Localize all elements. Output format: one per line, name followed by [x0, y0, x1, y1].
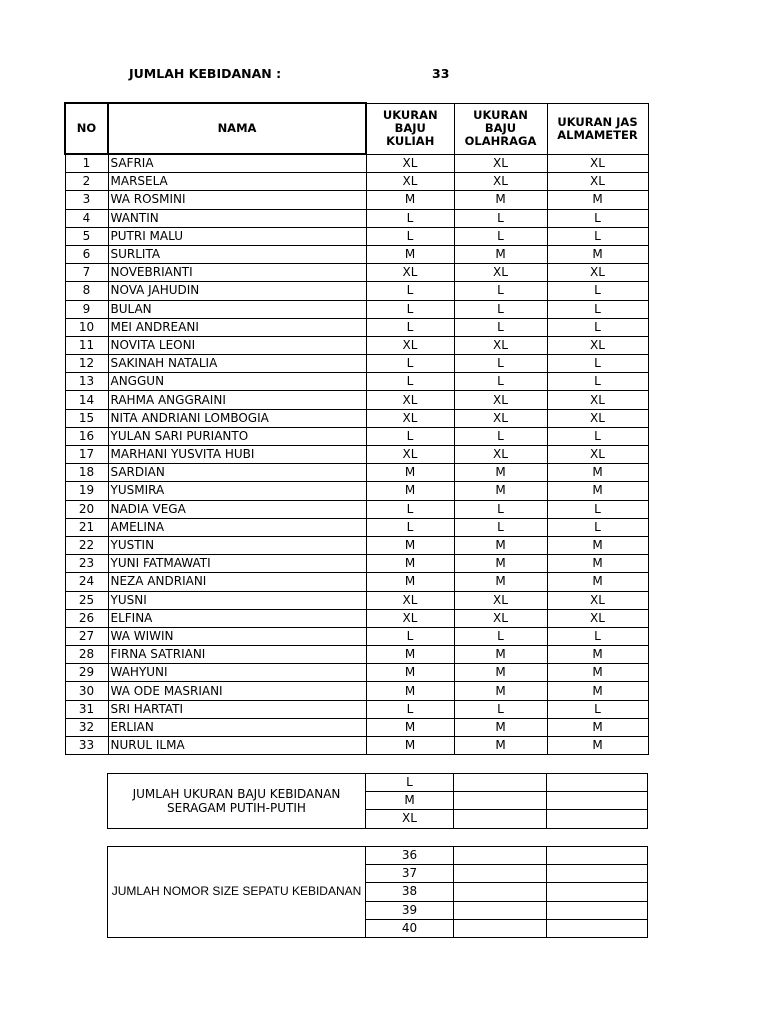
- summary-row: [108, 847, 648, 865]
- cell-nama: SURLITA: [108, 245, 366, 263]
- cell-no: 7: [65, 264, 108, 282]
- cell-olahraga: M: [454, 646, 547, 664]
- cell-nama: ELFINA: [108, 609, 366, 627]
- cell-olahraga: XL: [454, 391, 547, 409]
- cell-kuliah: XL: [366, 591, 454, 609]
- cell-jas: M: [547, 482, 648, 500]
- cell-olahraga: M: [454, 245, 547, 263]
- cell-olahraga: L: [454, 627, 547, 645]
- table-row: [65, 154, 648, 173]
- cell-no: 25: [65, 591, 108, 609]
- cell-jas: L: [547, 627, 648, 645]
- cell-no: 9: [65, 300, 108, 318]
- cell-olahraga: L: [454, 500, 547, 518]
- cell-olahraga: XL: [454, 409, 547, 427]
- cell-jas: M: [547, 191, 648, 209]
- cell-olahraga: M: [454, 191, 547, 209]
- cell-jas: L: [547, 427, 648, 445]
- cell-nama: WA ROSMINI: [108, 191, 366, 209]
- cell-jas: XL: [547, 154, 648, 173]
- cell-olahraga: M: [454, 464, 547, 482]
- cell-no: 10: [65, 318, 108, 336]
- summary-empty-cell: [547, 774, 648, 792]
- cell-no: 6: [65, 245, 108, 263]
- summary-empty-cell: [547, 865, 648, 883]
- col-header-jas: UKURAN JAS ALMAMETER: [547, 103, 648, 154]
- cell-nama: MARSELA: [108, 173, 366, 191]
- summary-empty-cell: [454, 919, 547, 937]
- cell-kuliah: XL: [366, 446, 454, 464]
- cell-kuliah: M: [366, 573, 454, 591]
- cell-kuliah: M: [366, 536, 454, 554]
- cell-olahraga: M: [454, 555, 547, 573]
- cell-nama: NEZA ANDRIANI: [108, 573, 366, 591]
- table-row: [65, 500, 648, 518]
- cell-kuliah: L: [366, 627, 454, 645]
- col-header-nama: NAMA: [108, 103, 366, 154]
- summary-empty-cell: [454, 792, 547, 810]
- cell-kuliah: XL: [366, 336, 454, 354]
- cell-no: 33: [65, 737, 108, 755]
- cell-olahraga: L: [454, 355, 547, 373]
- cell-no: 8: [65, 282, 108, 300]
- cell-no: 14: [65, 391, 108, 409]
- cell-no: 18: [65, 464, 108, 482]
- cell-jas: L: [547, 227, 648, 245]
- table-row: [65, 664, 648, 682]
- student-size-table: [64, 102, 649, 755]
- cell-olahraga: M: [454, 664, 547, 682]
- table-row: [65, 446, 648, 464]
- table-row: [65, 482, 648, 500]
- cell-kuliah: XL: [366, 391, 454, 409]
- cell-olahraga: L: [454, 373, 547, 391]
- table-row: [65, 300, 648, 318]
- table-row: [65, 682, 648, 700]
- cell-kuliah: XL: [366, 154, 454, 173]
- table-row: [65, 355, 648, 373]
- cell-olahraga: L: [454, 700, 547, 718]
- summary-sepatu-label: JUMLAH NOMOR SIZE SEPATU KEBIDANAN: [108, 847, 366, 938]
- summary-empty-cell: [454, 865, 547, 883]
- cell-kuliah: M: [366, 482, 454, 500]
- cell-nama: NOVEBRIANTI: [108, 264, 366, 282]
- cell-kuliah: L: [366, 427, 454, 445]
- table-row: [65, 555, 648, 573]
- cell-olahraga: XL: [454, 591, 547, 609]
- table-row: [65, 646, 648, 664]
- cell-jas: XL: [547, 609, 648, 627]
- cell-jas: XL: [547, 336, 648, 354]
- table-row: [65, 191, 648, 209]
- summary-empty-cell: [454, 810, 547, 828]
- cell-kuliah: XL: [366, 173, 454, 191]
- cell-no: 4: [65, 209, 108, 227]
- cell-nama: WA WIWIN: [108, 627, 366, 645]
- cell-olahraga: M: [454, 536, 547, 554]
- summary-empty-cell: [547, 810, 648, 828]
- cell-kuliah: M: [366, 682, 454, 700]
- table-row: [65, 245, 648, 263]
- cell-no: 31: [65, 700, 108, 718]
- summary-empty-cell: [547, 847, 648, 865]
- cell-kuliah: L: [366, 300, 454, 318]
- cell-kuliah: M: [366, 191, 454, 209]
- cell-jas: M: [547, 664, 648, 682]
- table-row: [65, 209, 648, 227]
- cell-jas: XL: [547, 591, 648, 609]
- cell-jas: M: [547, 573, 648, 591]
- summary-sepatu-table: [107, 846, 648, 938]
- cell-jas: XL: [547, 446, 648, 464]
- cell-no: 11: [65, 336, 108, 354]
- table-row: [65, 518, 648, 536]
- cell-kuliah: L: [366, 209, 454, 227]
- cell-no: 32: [65, 718, 108, 736]
- table-row: [65, 464, 648, 482]
- cell-no: 30: [65, 682, 108, 700]
- cell-nama: NOVA JAHUDIN: [108, 282, 366, 300]
- cell-nama: WA ODE MASRIANI: [108, 682, 366, 700]
- cell-kuliah: XL: [366, 609, 454, 627]
- summary-empty-cell: [454, 774, 547, 792]
- cell-olahraga: L: [454, 318, 547, 336]
- cell-olahraga: XL: [454, 264, 547, 282]
- cell-kuliah: M: [366, 718, 454, 736]
- cell-nama: NITA ANDRIANI LOMBOGIA: [108, 409, 366, 427]
- cell-kuliah: XL: [366, 264, 454, 282]
- cell-jas: L: [547, 355, 648, 373]
- cell-no: 26: [65, 609, 108, 627]
- cell-no: 13: [65, 373, 108, 391]
- cell-jas: L: [547, 500, 648, 518]
- cell-olahraga: M: [454, 482, 547, 500]
- cell-olahraga: M: [454, 682, 547, 700]
- header-count: 33: [432, 66, 450, 81]
- cell-no: 2: [65, 173, 108, 191]
- cell-nama: NADIA VEGA: [108, 500, 366, 518]
- table-row: [65, 373, 648, 391]
- table-row: [65, 282, 648, 300]
- cell-nama: YUSNI: [108, 591, 366, 609]
- summary-empty-cell: [454, 883, 547, 901]
- summary-shoe-size: 40: [366, 919, 454, 937]
- summary-shoe-size: 38: [366, 883, 454, 901]
- cell-olahraga: L: [454, 227, 547, 245]
- table-row: [65, 573, 648, 591]
- cell-kuliah: M: [366, 664, 454, 682]
- cell-jas: L: [547, 300, 648, 318]
- cell-kuliah: M: [366, 464, 454, 482]
- cell-olahraga: L: [454, 518, 547, 536]
- summary-empty-cell: [547, 792, 648, 810]
- cell-no: 29: [65, 664, 108, 682]
- cell-olahraga: XL: [454, 173, 547, 191]
- cell-nama: NOVITA LEONI: [108, 336, 366, 354]
- cell-no: 17: [65, 446, 108, 464]
- cell-jas: L: [547, 282, 648, 300]
- cell-kuliah: L: [366, 700, 454, 718]
- cell-jas: M: [547, 646, 648, 664]
- cell-jas: L: [547, 209, 648, 227]
- summary-row: [108, 774, 648, 792]
- summary-empty-cell: [547, 919, 648, 937]
- cell-no: 16: [65, 427, 108, 445]
- cell-kuliah: L: [366, 355, 454, 373]
- table-row: [65, 427, 648, 445]
- cell-nama: PUTRI MALU: [108, 227, 366, 245]
- cell-kuliah: M: [366, 245, 454, 263]
- cell-kuliah: L: [366, 500, 454, 518]
- cell-no: 1: [65, 154, 108, 173]
- cell-jas: M: [547, 682, 648, 700]
- summary-empty-cell: [547, 883, 648, 901]
- cell-no: 22: [65, 536, 108, 554]
- cell-nama: MARHANI YUSVITA HUBI: [108, 446, 366, 464]
- summary-size: L: [366, 774, 454, 792]
- summary-empty-cell: [547, 901, 648, 919]
- table-row: [65, 737, 648, 755]
- header-label: JUMLAH KEBIDANAN :: [129, 66, 282, 81]
- col-header-no: NO: [65, 103, 108, 154]
- cell-no: 27: [65, 627, 108, 645]
- cell-no: 20: [65, 500, 108, 518]
- cell-olahraga: XL: [454, 446, 547, 464]
- cell-kuliah: L: [366, 282, 454, 300]
- summary-baju-table: [107, 773, 648, 829]
- cell-jas: M: [547, 737, 648, 755]
- cell-nama: RAHMA ANGGRAINI: [108, 391, 366, 409]
- cell-kuliah: XL: [366, 409, 454, 427]
- table-row: [65, 227, 648, 245]
- cell-no: 15: [65, 409, 108, 427]
- cell-nama: ANGGUN: [108, 373, 366, 391]
- cell-no: 19: [65, 482, 108, 500]
- cell-nama: WANTIN: [108, 209, 366, 227]
- cell-jas: L: [547, 518, 648, 536]
- cell-nama: SRI HARTATI: [108, 700, 366, 718]
- cell-olahraga: L: [454, 427, 547, 445]
- cell-no: 28: [65, 646, 108, 664]
- cell-olahraga: M: [454, 718, 547, 736]
- cell-jas: M: [547, 245, 648, 263]
- cell-nama: SAKINAH NATALIA: [108, 355, 366, 373]
- cell-olahraga: XL: [454, 336, 547, 354]
- cell-kuliah: M: [366, 555, 454, 573]
- col-header-olahraga: UKURAN BAJU OLAHRAGA: [454, 103, 547, 154]
- cell-jas: XL: [547, 173, 648, 191]
- cell-kuliah: L: [366, 373, 454, 391]
- cell-nama: AMELINA: [108, 518, 366, 536]
- cell-nama: NURUL ILMA: [108, 737, 366, 755]
- cell-jas: XL: [547, 391, 648, 409]
- cell-jas: M: [547, 555, 648, 573]
- cell-no: 12: [65, 355, 108, 373]
- cell-nama: YUNI FATMAWATI: [108, 555, 366, 573]
- cell-jas: M: [547, 536, 648, 554]
- cell-kuliah: L: [366, 318, 454, 336]
- cell-nama: BULAN: [108, 300, 366, 318]
- col-header-kuliah: UKURAN BAJU KULIAH: [366, 103, 454, 154]
- table-row: [65, 591, 648, 609]
- cell-kuliah: M: [366, 737, 454, 755]
- cell-olahraga: L: [454, 209, 547, 227]
- table-row: [65, 718, 648, 736]
- cell-olahraga: L: [454, 300, 547, 318]
- cell-nama: YUSMIRA: [108, 482, 366, 500]
- cell-nama: MEI ANDREANI: [108, 318, 366, 336]
- summary-shoe-size: 39: [366, 901, 454, 919]
- cell-nama: WAHYUNI: [108, 664, 366, 682]
- cell-olahraga: XL: [454, 609, 547, 627]
- cell-jas: L: [547, 700, 648, 718]
- summary-shoe-size: 37: [366, 865, 454, 883]
- cell-nama: FIRNA SATRIANI: [108, 646, 366, 664]
- cell-nama: YULAN SARI PURIANTO: [108, 427, 366, 445]
- cell-no: 24: [65, 573, 108, 591]
- table-row: [65, 173, 648, 191]
- summary-empty-cell: [454, 901, 547, 919]
- summary-baju-label: JUMLAH UKURAN BAJU KEBIDANAN SERAGAM PUTIH-PUTIH: [108, 774, 366, 829]
- cell-kuliah: L: [366, 227, 454, 245]
- table-row: [65, 609, 648, 627]
- cell-nama: SARDIAN: [108, 464, 366, 482]
- cell-olahraga: M: [454, 573, 547, 591]
- cell-nama: ERLIAN: [108, 718, 366, 736]
- cell-jas: XL: [547, 264, 648, 282]
- cell-no: 21: [65, 518, 108, 536]
- cell-jas: M: [547, 464, 648, 482]
- cell-no: 3: [65, 191, 108, 209]
- table-row: [65, 318, 648, 336]
- cell-no: 23: [65, 555, 108, 573]
- summary-empty-cell: [454, 847, 547, 865]
- cell-olahraga: M: [454, 737, 547, 755]
- table-header-row: [65, 103, 648, 154]
- table-row: [65, 264, 648, 282]
- cell-nama: YUSTIN: [108, 536, 366, 554]
- table-row: [65, 336, 648, 354]
- summary-size: XL: [366, 810, 454, 828]
- table-row: [65, 409, 648, 427]
- cell-kuliah: L: [366, 518, 454, 536]
- table-row: [65, 536, 648, 554]
- cell-jas: M: [547, 718, 648, 736]
- cell-nama: SAFRIA: [108, 154, 366, 173]
- table-row: [65, 391, 648, 409]
- cell-olahraga: XL: [454, 154, 547, 173]
- table-row: [65, 627, 648, 645]
- table-row: [65, 700, 648, 718]
- cell-kuliah: M: [366, 646, 454, 664]
- summary-size: M: [366, 792, 454, 810]
- cell-jas: L: [547, 373, 648, 391]
- cell-jas: L: [547, 318, 648, 336]
- cell-olahraga: L: [454, 282, 547, 300]
- summary-shoe-size: 36: [366, 847, 454, 865]
- cell-jas: XL: [547, 409, 648, 427]
- cell-no: 5: [65, 227, 108, 245]
